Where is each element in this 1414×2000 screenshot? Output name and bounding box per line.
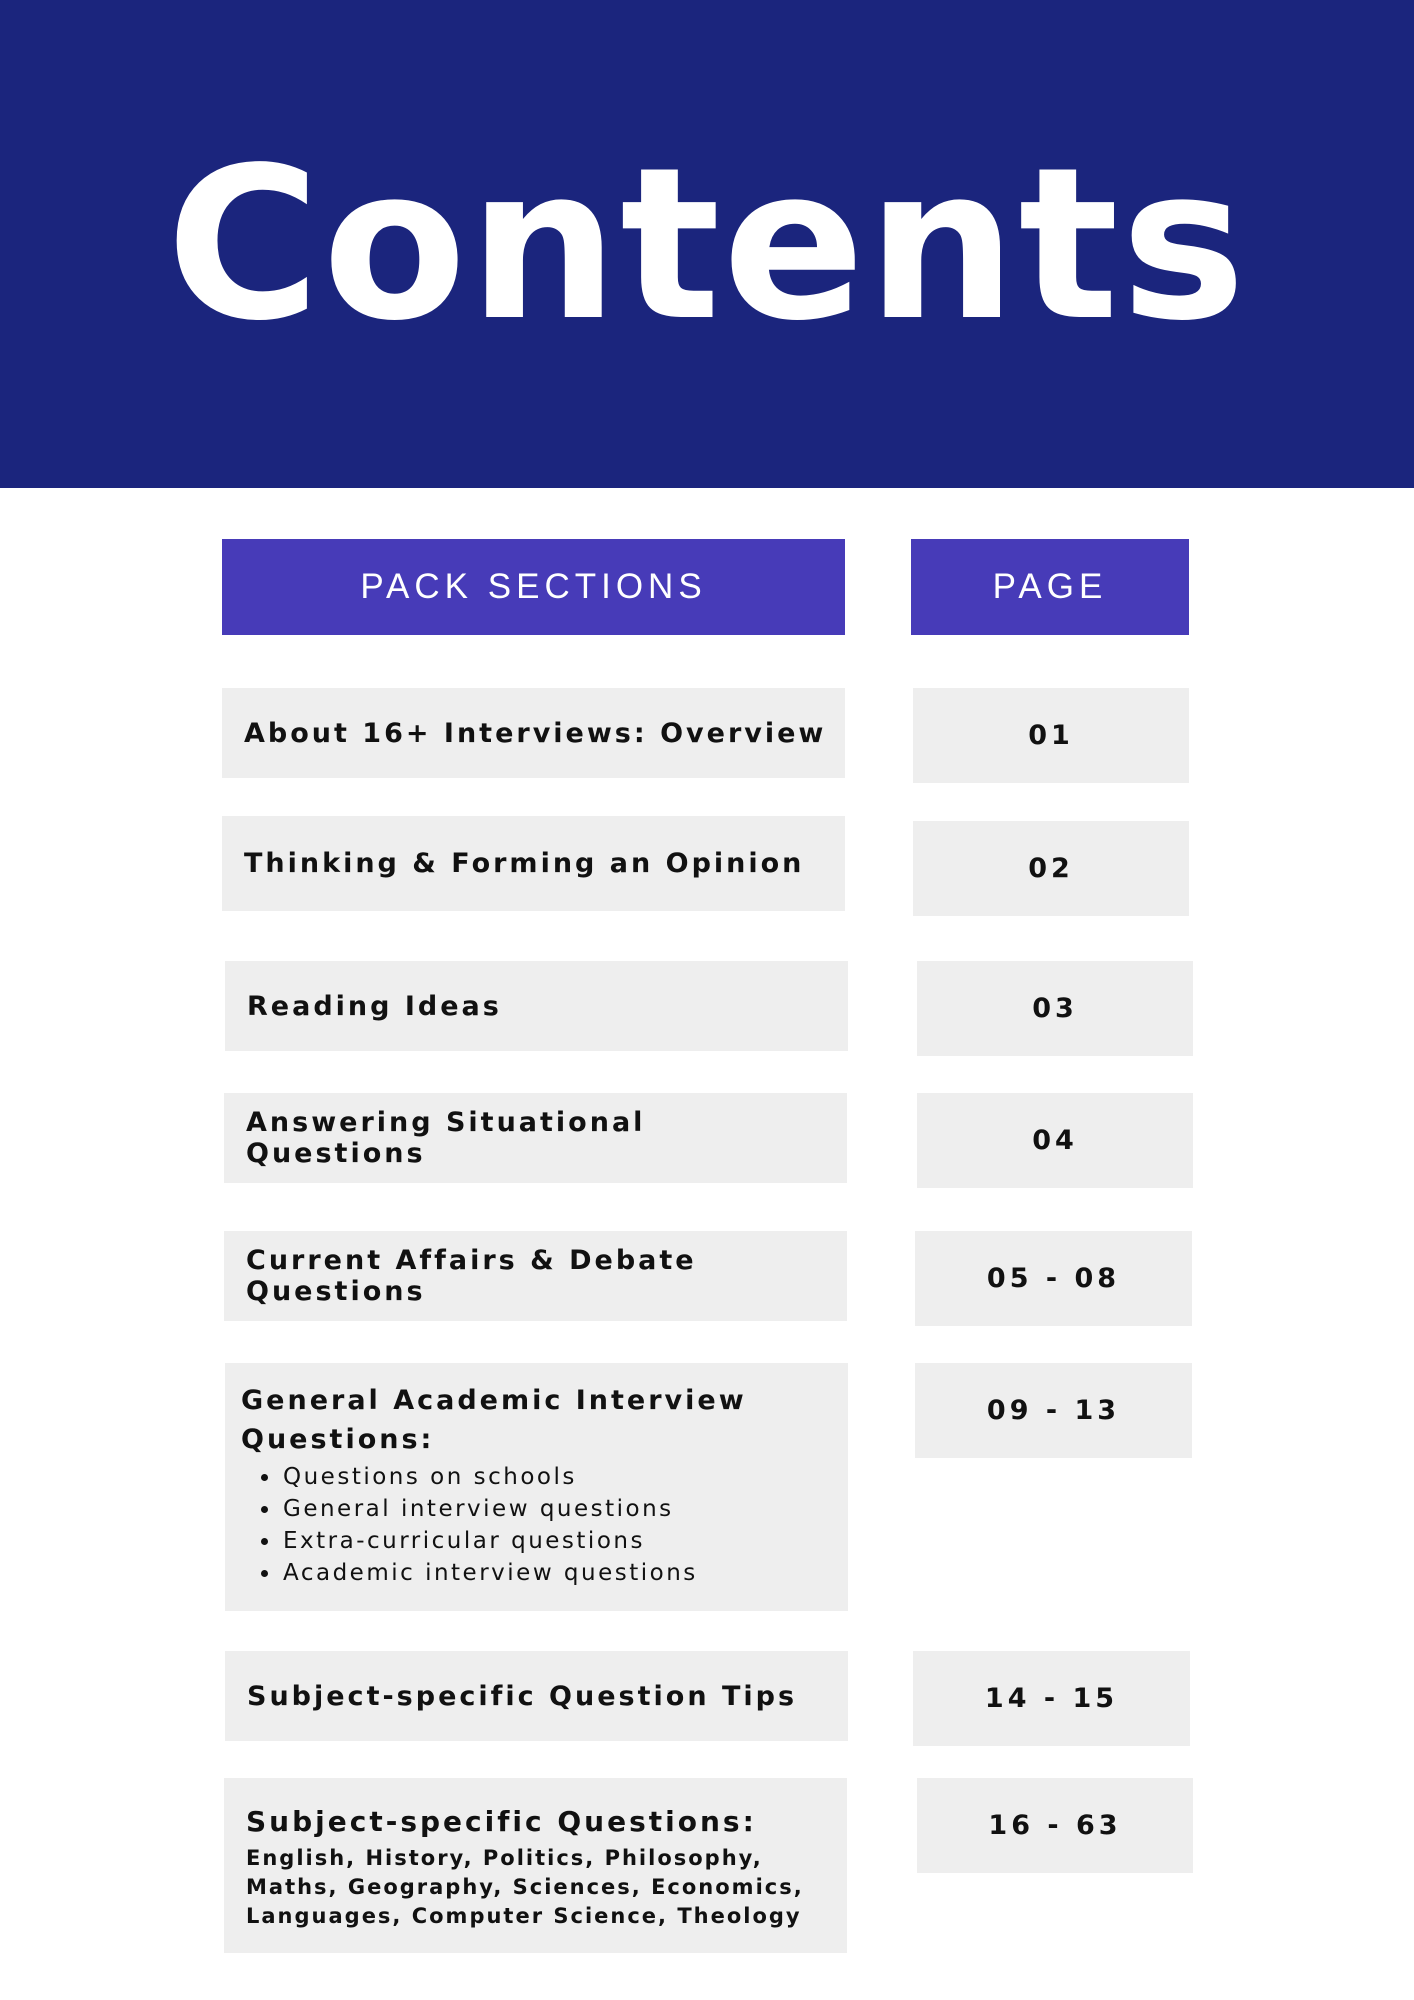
- section-row-2: Thinking & Forming an Opinion: [222, 816, 845, 911]
- bullet-item: • Academic interview questions: [281, 1557, 830, 1589]
- section-row-8-title: Subject-specific Questions:: [246, 1805, 757, 1838]
- section-row-6-bullets: [241, 1461, 830, 1589]
- page-number-1: 01: [913, 688, 1189, 783]
- page-title: Contents: [166, 122, 1248, 367]
- page-number-6: 09 - 13: [915, 1363, 1192, 1458]
- page-number-8: 16 - 63: [917, 1778, 1193, 1873]
- section-row-8-subjects: English, History, Politics, Philosophy, Maths, Geography, Sciences, Economics, Languages, Computer Science, Theology: [246, 1846, 804, 1928]
- page-number-5: 05 - 08: [915, 1231, 1192, 1326]
- bullet-item: • Extra-curricular questions: [281, 1525, 830, 1557]
- section-row-3: Reading Ideas: [225, 961, 848, 1051]
- section-row-6-title: General Academic Interview Questions:: [241, 1385, 747, 1455]
- section-row-5: Current Affairs & Debate Questions: [224, 1231, 847, 1321]
- page-number-4: 04: [917, 1093, 1193, 1188]
- section-row-8: [224, 1778, 847, 1953]
- column-header-sections: PACK SECTIONS: [222, 539, 845, 635]
- section-row-1: About 16+ Interviews: Overview: [222, 688, 845, 778]
- page-number-2: 02: [913, 821, 1189, 916]
- column-header-page: PAGE: [911, 539, 1189, 635]
- bullet-item: • General interview questions: [281, 1493, 830, 1525]
- section-row-4: Answering Situational Questions: [224, 1093, 847, 1183]
- section-row-7: Subject-specific Question Tips: [225, 1651, 848, 1741]
- page-number-7: 14 - 15: [913, 1651, 1190, 1746]
- bullet-item: • Questions on schools: [281, 1461, 830, 1493]
- section-row-6: [225, 1363, 848, 1611]
- page-number-3: 03: [917, 961, 1193, 1056]
